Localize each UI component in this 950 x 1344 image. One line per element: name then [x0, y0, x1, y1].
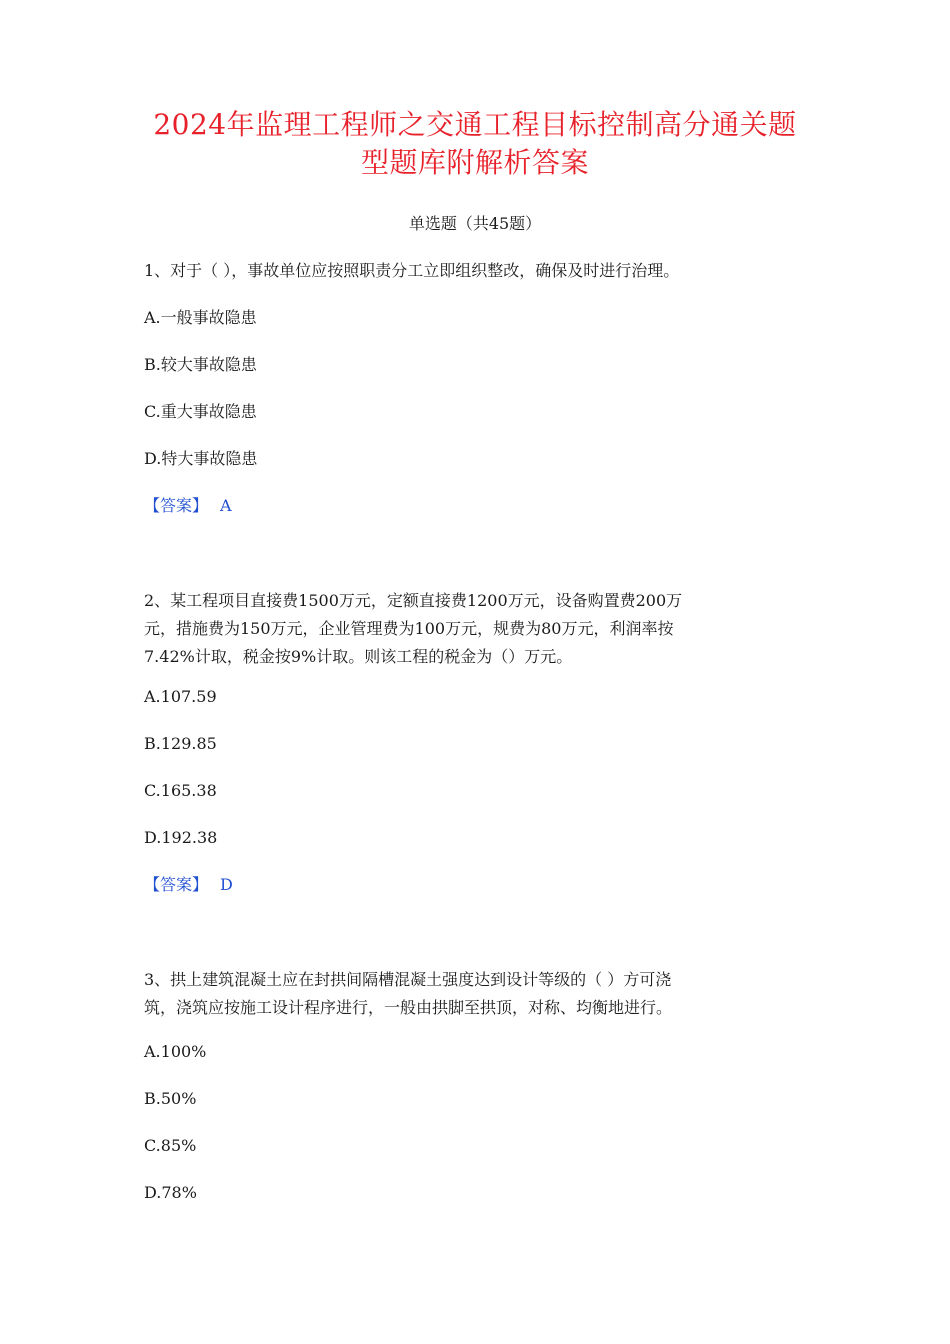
answer-label: 【答案】	[144, 496, 209, 515]
title-line-2: 型题库附解析答案	[360, 146, 589, 179]
question-stem-line: 1、对于（ ），事故单位应按照职责分工立即组织整改，确保及时进行治理。	[144, 261, 680, 280]
question-1-option-b: B.较大事故隐患	[144, 355, 257, 374]
question-stem-line: 3、拱上建筑混凝土应在封拱间隔槽混凝土强度达到设计等级的（ ）方可浇	[144, 970, 672, 989]
question-1-answer	[144, 492, 814, 520]
question-1-option-c: C.重大事故隐患	[144, 402, 257, 421]
question-stem-line: 元，措施费为150万元，企业管理费为100万元，规费为80万元，利润率按	[144, 619, 674, 638]
question-2-option-a: A.107.59	[144, 687, 217, 706]
question-3-stem	[144, 966, 804, 1022]
question-3-option-b: B.50%	[144, 1089, 197, 1108]
question-2-answer	[144, 871, 814, 899]
answer-value: A	[220, 496, 232, 515]
title-line-1: 2024年监理工程师之交通工程目标控制高分通关题	[153, 108, 797, 141]
answer-value: D	[220, 875, 233, 894]
question-3-option-c: C.85%	[144, 1136, 197, 1155]
question-3-option-a: A.100%	[144, 1042, 207, 1061]
question-3-option-d: D.78%	[144, 1183, 197, 1202]
question-1-stem	[144, 257, 804, 285]
question-2-option-d: D.192.38	[144, 828, 218, 847]
question-1-option-d: D.特大事故隐患	[144, 449, 258, 468]
section-heading: 单选题（共45题）	[408, 214, 542, 233]
question-stem-line: 7.42%计取，税金按9%计取。则该工程的税金为（）万元。	[144, 647, 573, 666]
question-stem-line: 筑，浇筑应按施工设计程序进行，一般由拱脚至拱顶，对称、均衡地进行。	[144, 998, 673, 1017]
document-title	[100, 106, 850, 182]
question-stem-line: 2、某工程项目直接费1500万元，定额直接费1200万元，设备购置费200万	[144, 591, 683, 610]
question-2-option-c: C.165.38	[144, 781, 217, 800]
answer-label: 【答案】	[144, 875, 209, 894]
question-2-stem	[144, 587, 804, 671]
question-2-option-b: B.129.85	[144, 734, 217, 753]
question-1-option-a: A.一般事故隐患	[144, 308, 257, 327]
